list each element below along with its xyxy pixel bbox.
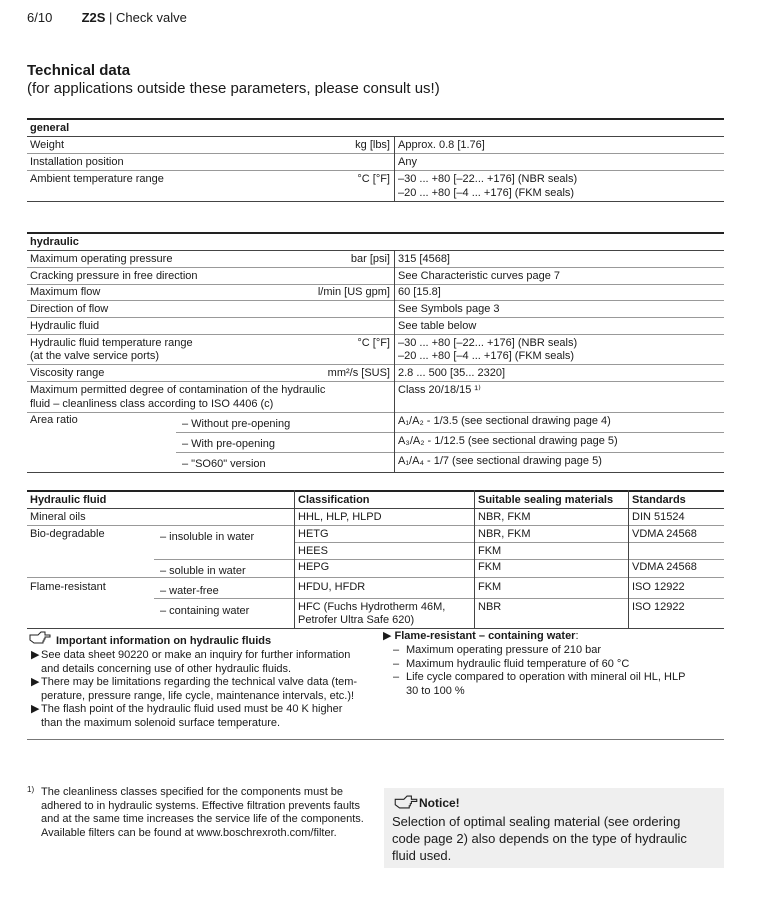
section-title: Technical data <box>27 62 131 79</box>
fluid-seal: FKM <box>478 545 502 557</box>
row-label: Weight <box>30 139 65 151</box>
notice-line: Selection of optimal sealing material (see ordering <box>392 814 681 829</box>
row-label: Maximum permitted degree of contamination of the hydraulic <box>30 384 326 396</box>
important-title: Important information on hydraulic fluids <box>56 635 272 647</box>
fluid-name: Flame-resistant <box>30 581 106 593</box>
row-unit: °C [°F] <box>357 173 390 185</box>
notice-title: Notice! <box>419 796 460 810</box>
row-value: Approx. 0.8 [1.76] <box>398 139 485 151</box>
footnote-line: and at the same time increases the service life of the components. <box>41 813 364 825</box>
fluid-name: Bio-degradable <box>30 528 105 540</box>
section-subtitle: (for applications outside these parameters, please consult us!) <box>27 80 440 97</box>
area-ratio-sub: – With pre-opening <box>182 438 275 450</box>
fluid-standard: ISO 12922 <box>632 601 685 613</box>
area-ratio-value: A₁/A₄ - 1/7 (see sectional drawing page 5) <box>398 455 602 467</box>
row-value: Any <box>398 156 417 168</box>
important-line: See data sheet 90220 or make an inquiry for further information <box>41 649 351 661</box>
pointing-hand-icon <box>394 795 418 814</box>
area-ratio-value: A₁/A₂ - 1/3.5 (see sectional drawing page 4) <box>398 415 611 427</box>
row-value: 2.8 ... 500 [35... 2320] <box>398 367 506 379</box>
footnote-line: Available filters can be found at www.boschrexroth.com/filter. <box>41 826 337 839</box>
row-label-2: (at the valve service ports) <box>30 350 159 362</box>
fluid-standard: DIN 51524 <box>632 511 685 523</box>
row-label: Hydraulic fluid temperature range <box>30 337 193 349</box>
fluid-class: HETG <box>298 528 329 540</box>
row-value: –30 ... +80 [–22... +176] (NBR seals) <box>398 173 578 185</box>
important-line: perature, pressure range, life cycle, maintenance intervals, etc.)! <box>41 689 355 702</box>
fluid-class: HEPG <box>298 561 330 573</box>
flame-item: Maximum operating pressure of 210 bar <box>406 644 602 656</box>
fluid-sub: – insoluble in water <box>160 531 255 543</box>
notice-line: code page 2) also depends on the type of hydraulic <box>392 831 687 846</box>
fluid-standard: ISO 12922 <box>632 581 685 593</box>
row-label: Hydraulic fluid <box>30 320 100 332</box>
row-value: –30 ... +80 [–22... +176] (NBR seals) <box>398 337 578 349</box>
flame-item-cont: 30 to 100 % <box>406 684 465 697</box>
fluid-class-2: Petrofer Ultra Safe 620) <box>298 614 415 626</box>
row-label: Ambient temperature range <box>30 173 164 185</box>
flame-heading: ▶ Flame-resistant – containing water: <box>383 630 579 642</box>
fluid-standard: VDMA 24568 <box>632 561 697 573</box>
area-ratio-label: Area ratio <box>30 414 78 426</box>
row-value-2: –20 ... +80 [–4 ... +176] (FKM seals) <box>398 187 575 199</box>
flame-item: Life cycle compared to operation with mineral oil HL, HLP <box>406 671 686 683</box>
row-unit: l/min [US gpm] <box>317 286 390 298</box>
row-label-2: fluid – cleanliness class according to ISO 4406 (c) <box>30 398 274 410</box>
fluid-class: HEES <box>298 545 328 557</box>
triangle-bullet-icon: ▶ <box>31 703 40 715</box>
page-header <box>27 10 187 25</box>
row-value: 60 [15.8] <box>398 286 441 298</box>
triangle-bullet-icon: ▶ <box>383 630 392 642</box>
important-line: than the maximum solenoid surface temperature. <box>41 716 281 729</box>
row-unit: kg [lbs] <box>355 139 390 151</box>
important-line: and details concerning use of other hydraulic fluids. <box>41 662 292 675</box>
area-ratio-value: A₃/A₂ - 1/12.5 (see sectional drawing page 5) <box>398 435 618 447</box>
header-separator: | <box>105 10 117 25</box>
important-line: There may be limitations regarding the technical valve data (tem- <box>41 676 358 688</box>
fluid-standard: VDMA 24568 <box>632 528 697 540</box>
fluid-seal: FKM <box>478 581 502 593</box>
row-label: Viscosity range <box>30 367 105 379</box>
pointing-hand-icon <box>29 631 51 649</box>
row-label: Direction of flow <box>30 303 109 315</box>
row-label: Maximum operating pressure <box>30 253 173 265</box>
row-value: 315 [4568] <box>398 253 450 265</box>
row-value-2: –20 ... +80 [–4 ... +176] (FKM seals) <box>398 350 575 362</box>
column-header: Suitable sealing materials <box>478 494 614 506</box>
fluid-name: Mineral oils <box>30 511 86 523</box>
fluid-class: HFDU, HFDR <box>298 581 366 593</box>
footnote-line: The cleanliness classes specified for the components must be <box>41 786 344 798</box>
area-ratio-sub: – Without pre-opening <box>182 418 291 430</box>
footnote-line: adhered to in hydraulic systems. Effective filtration prevents faults <box>41 799 360 812</box>
row-label: Maximum flow <box>30 286 101 298</box>
row-value: See table below <box>398 320 477 332</box>
fluid-seal: NBR <box>478 601 502 613</box>
area-ratio-sub: – "SO60" version <box>182 458 266 470</box>
fluid-seal: NBR, FKM <box>478 511 531 523</box>
row-unit: °C [°F] <box>357 337 390 349</box>
fluid-seal: NBR, FKM <box>478 528 531 540</box>
column-header: Standards <box>632 494 686 506</box>
fluid-class: HHL, HLP, HLPD <box>298 511 382 523</box>
product-code: Z2S <box>81 10 106 25</box>
row-value: Class 20/18/15 ¹⁾ <box>398 384 481 396</box>
triangle-bullet-icon: ▶ <box>31 649 40 661</box>
row-unit: mm²/s [SUS] <box>327 367 390 379</box>
row-label: Installation position <box>30 156 124 168</box>
page-number: 6/10 <box>27 10 53 25</box>
notice-line: fluid used. <box>392 848 452 863</box>
fluid-sub: – containing water <box>160 605 250 617</box>
row-value: See Characteristic curves page 7 <box>398 270 561 282</box>
fluid-seal: FKM <box>478 561 502 573</box>
document-title: Check valve <box>116 10 187 25</box>
column-header: Hydraulic fluid <box>30 494 107 506</box>
fluid-sub: – water-free <box>160 585 219 597</box>
important-line: The flash point of the hydraulic fluid used must be 40 K higher <box>41 703 343 715</box>
column-header: Classification <box>298 494 370 506</box>
fluid-class: HFC (Fuchs Hydrotherm 46M, <box>298 601 446 613</box>
flame-item: Maximum hydraulic fluid temperature of 60 °C <box>406 657 630 670</box>
general-heading: general <box>30 122 70 134</box>
footnote-marker: 1) <box>27 785 35 794</box>
row-label: Cracking pressure in free direction <box>30 270 198 282</box>
fluid-sub: – soluble in water <box>160 565 246 577</box>
row-unit: bar [psi] <box>350 253 390 265</box>
row-value: See Symbols page 3 <box>398 303 500 315</box>
hydraulic-heading: hydraulic <box>30 236 79 248</box>
triangle-bullet-icon: ▶ <box>31 676 40 688</box>
